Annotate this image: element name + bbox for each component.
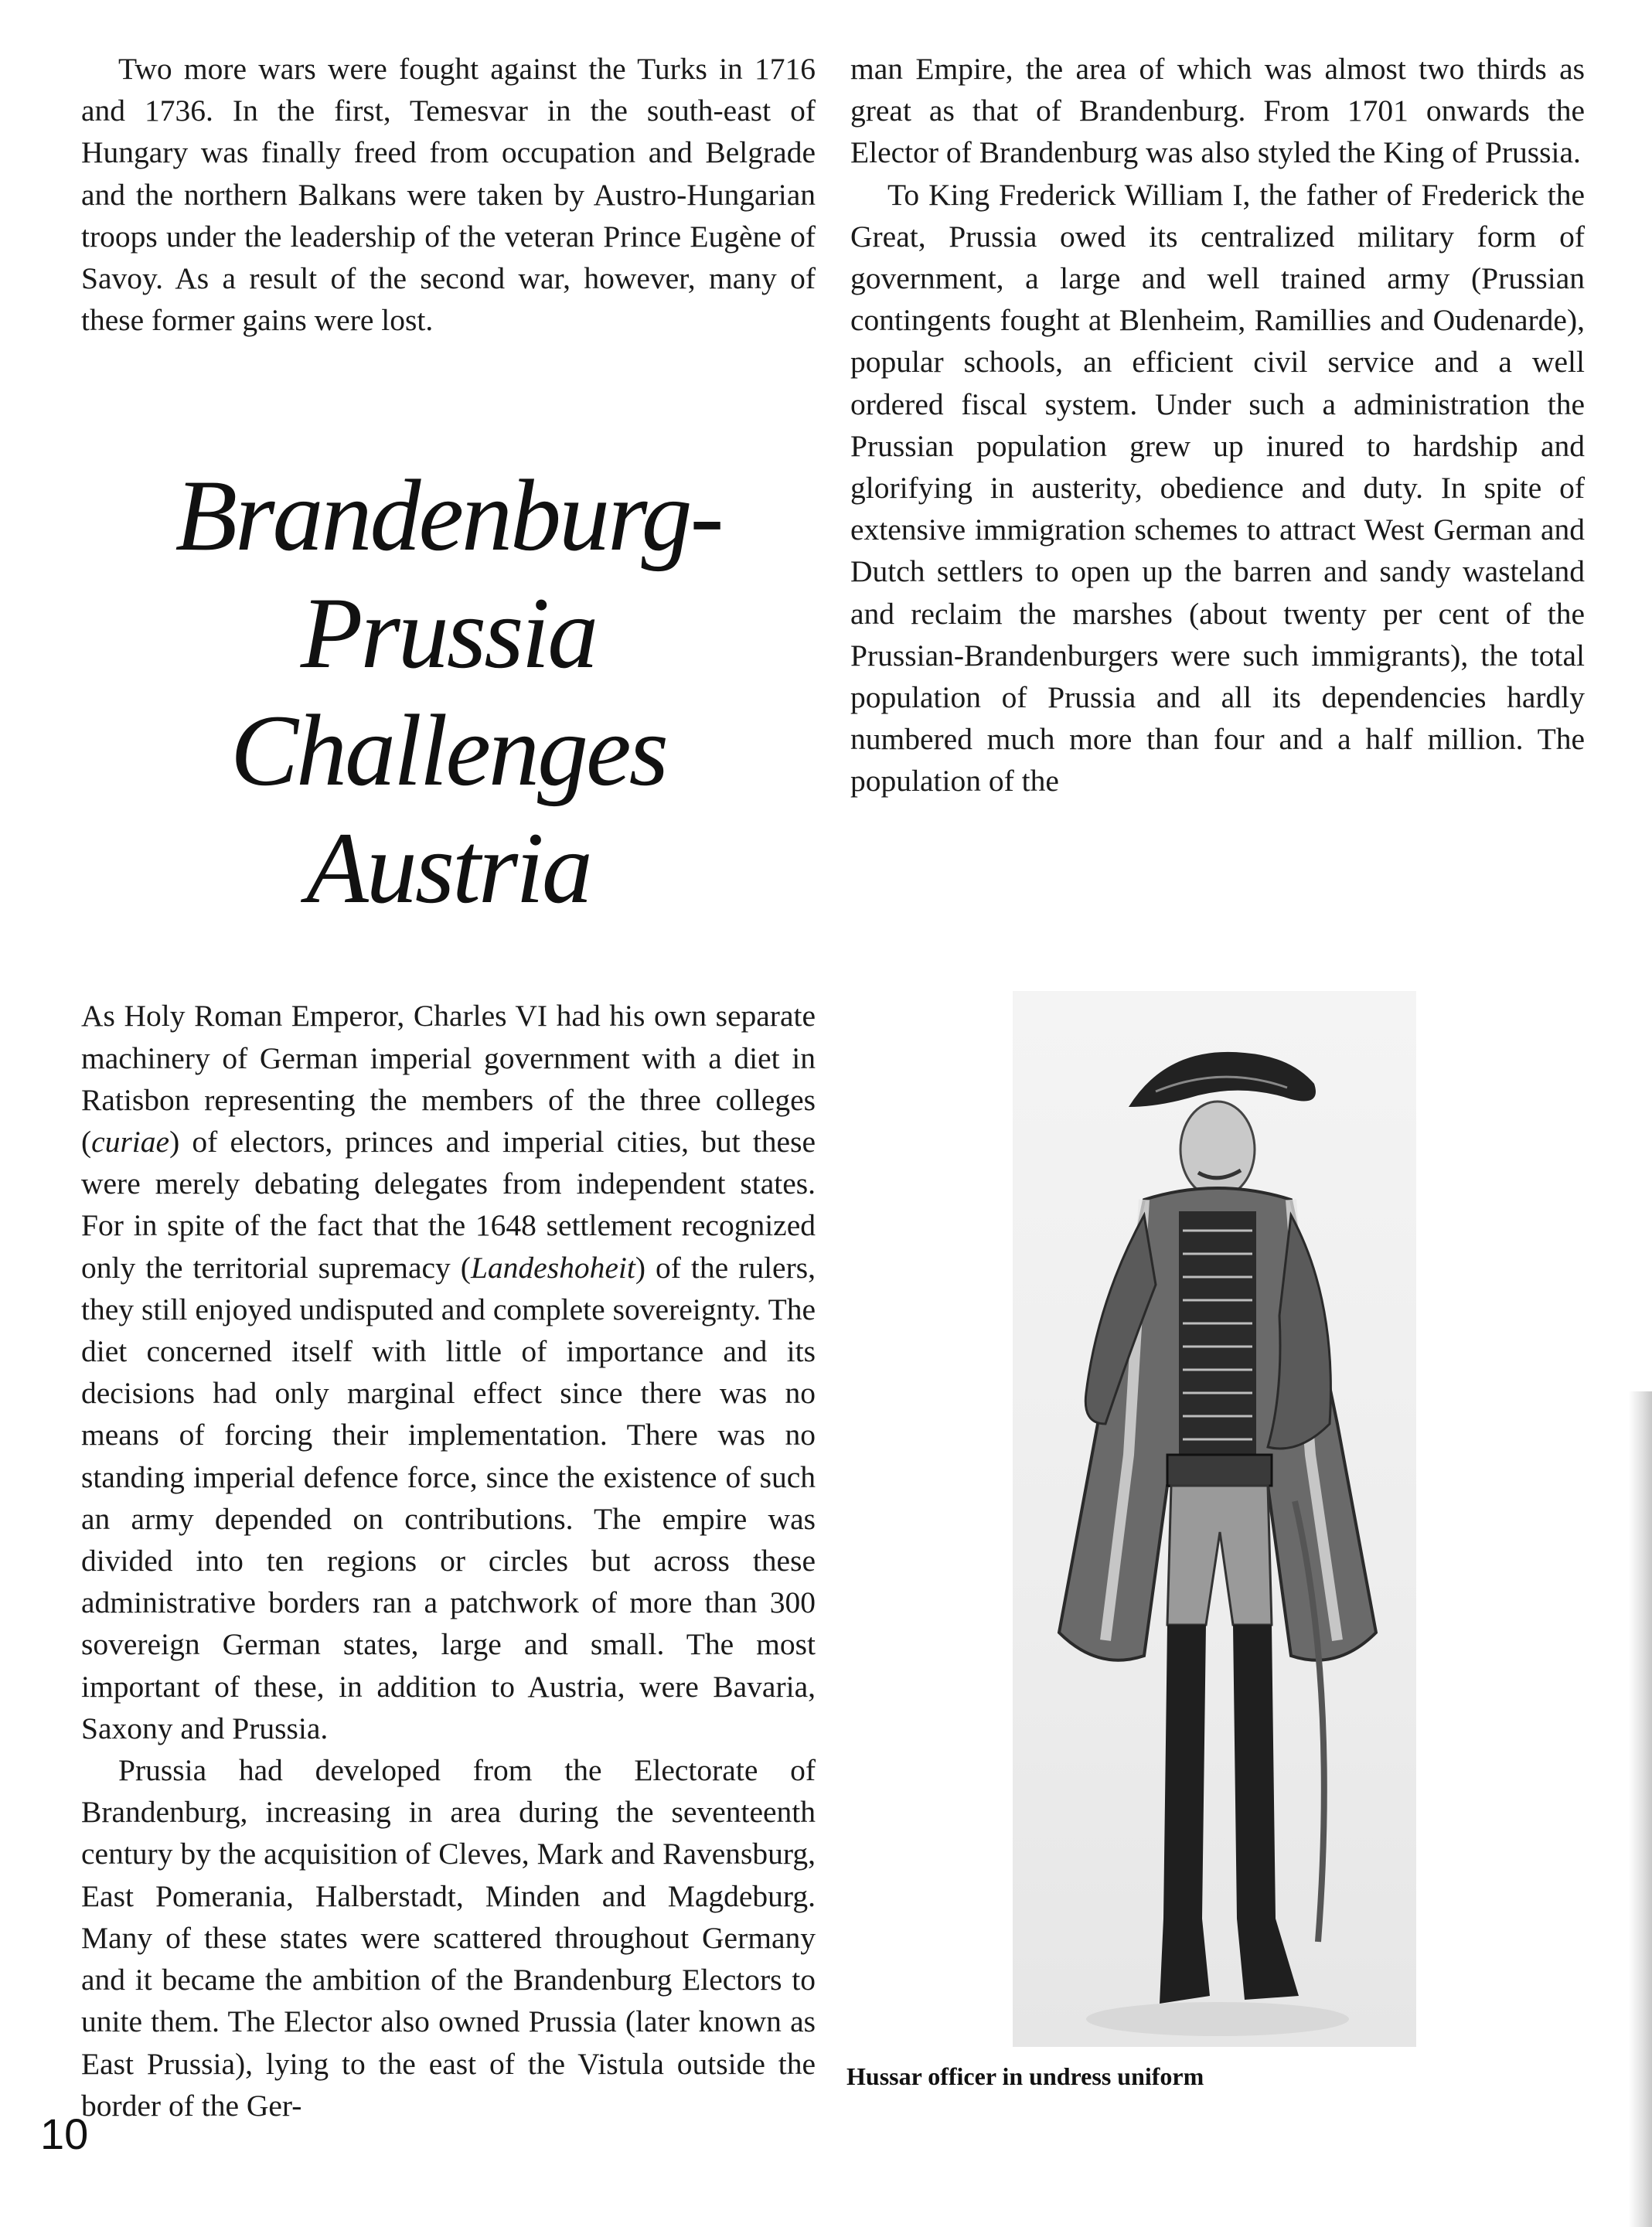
paragraph-text: ) of electors, princes and imperial cities, but these were merely debating delegates from independent states. For in spite of the fact that the 1648 settlement recognized only the territorial supremacy ( [81,1125,816,1285]
paragraph-text: ) of the rulers, they still enjoyed undisputed and complete sovereignty. The diet concerned itself with little of importance and its decisions had only marginal effect since there was no means of forcing their implementation. There was no standing imperial defence force, since the existence of such an army depended on contributions. The empire was divided into ten regions or circles but across these administrative borders ran a patchwork of more than 300 sovereign German states, large and small. The most important of these, in addition to Austria, were Bavaria, Saxony and Prussia. [81,1250,816,1745]
paragraph-prussia-development: Prussia had developed from the Electorate of Brandenburg, increasing in area during the seventeenth century by the acquisition of Cleves, Mark and Ravensburg, East Pomerania, Halberstadt, Minden and Magdeburg. Many of these states were scattered throughout Germany and it became the ambition of the Brandenburg Electors to unite them. The Elector also owned Prussia (later known as East Prussia), lying to the east of the Vistula outside the border of the Ger- [81,1753,816,2123]
section-title-line-1: Brandenburg-Prussia [175,458,722,690]
page-number: 10 [40,2110,89,2158]
hussar-officer-drawing [1013,991,1416,2047]
hussar-officer-illustration [1013,991,1416,2047]
italic-term-curiae: curiae [91,1125,170,1159]
right-column [850,48,1585,802]
section-title [81,457,816,927]
figure-caption: Hussar officer in undress uniform [846,2062,1204,2090]
paragraph-frederick-william: To King Frederick William I, the father of Frederick the Great, Prussia owed its centralized military form of government, a large and well trained army (Prussian contingents fought at Blenheim, Ramillies and Oudenarde), popular schools, an efficient civil service and a well ordered fiscal system. Under such a administration the Prussian population grew up inured to hardship and glorifying in austerity, obedience and duty. In spite of extensive immigration schemes to attract West German and Dutch settlers to open up the barren and sandy wasteland and reclaim the marshes (about twenty per cent of the Prussian-Brandenburgers were such immigrants), the total population of Prussia and all its dependencies hardly numbered much more than four and a half million. The population of the [850,177,1585,799]
page-edge-shadow [1629,1391,1652,2227]
intro-paragraph: Two more wars were fought against the Turks in 1716 and 1736. In the first, Temesvar in the south-east of Hungary was finally freed from occupation and Belgrade and the northern Balkans were taken by Austro-Hungarian troops under the leadership of the veteran Prince Eugène of Savoy. As a result of the second war, however, many of these former gains were lost. [81,52,816,338]
paragraph-imperial-government [81,995,816,1749]
left-column [81,48,816,2127]
section-title-line-2: Challenges Austria [230,693,666,925]
paragraph-text: As Holy Roman Emperor, Charles VI had his own separate machinery of German imperial government with a diet in Ratisbon representing the members of the three colleges ( [81,999,816,1159]
italic-term-landeshoheit: Landeshoheit [470,1250,635,1285]
paragraph-continued: man Empire, the area of which was almost two thirds as great as that of Brandenburg. From 1701 onwards the Elector of Brandenburg was also styled the King of Prussia. [850,52,1585,170]
